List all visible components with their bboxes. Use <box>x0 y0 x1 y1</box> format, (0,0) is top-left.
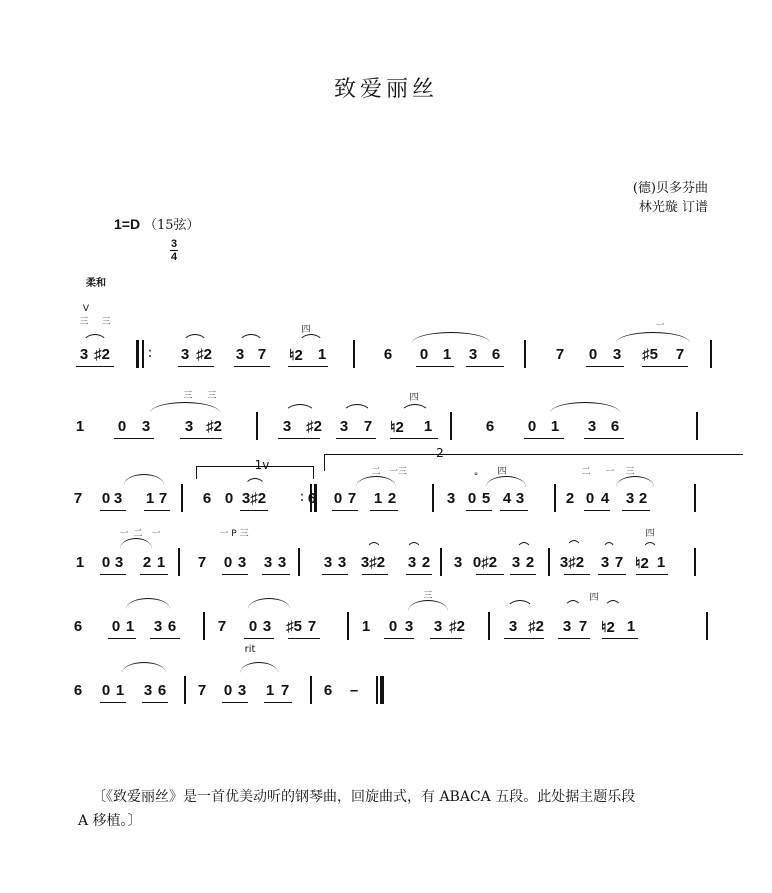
slur <box>126 598 170 609</box>
beam <box>322 574 348 575</box>
string-mark: 四 <box>589 593 599 603</box>
note: ♯5 <box>286 618 302 635</box>
note: 6 <box>610 418 620 435</box>
slur <box>564 600 582 611</box>
string-mark: 三 <box>79 317 89 327</box>
note: 7 <box>555 346 565 363</box>
ritardando-mark: rit <box>244 644 256 655</box>
repeat-dots: : <box>299 489 305 505</box>
note: 0 <box>101 554 111 571</box>
note: 7 <box>197 682 207 699</box>
note: 3 <box>143 682 153 699</box>
note: 0 <box>333 490 343 507</box>
slur <box>406 542 422 553</box>
string-mark: 四 <box>645 529 655 539</box>
beam <box>264 702 292 703</box>
volta-1-label: 1v <box>254 458 270 472</box>
slur <box>506 600 534 611</box>
barline <box>178 548 180 576</box>
note: 1 <box>423 418 433 435</box>
beam <box>416 366 454 367</box>
slur <box>122 662 166 673</box>
beam <box>430 638 462 639</box>
note: 3 <box>263 554 273 571</box>
note: 3 <box>180 346 190 363</box>
note: 0 <box>224 490 234 507</box>
beam <box>584 510 610 511</box>
note: 1 <box>115 682 125 699</box>
note: 6 <box>157 682 167 699</box>
volta-2-bracket <box>324 454 743 471</box>
time-signature-bottom: 4 <box>171 251 178 263</box>
beam <box>76 366 114 367</box>
barline <box>450 412 452 440</box>
time-signature <box>170 238 178 263</box>
beam <box>524 438 564 439</box>
beam <box>108 638 136 639</box>
note: 2 <box>565 490 575 507</box>
barline <box>347 612 349 640</box>
footnote-line-1: 〔《致爱丽丝》是一首优美动听的钢琴曲，回旋曲式，有 ABACA 五段。此处据主题乐段 <box>92 789 636 805</box>
key-label: 1=D <box>114 216 141 232</box>
note: 3 <box>433 618 443 635</box>
beam <box>240 510 268 511</box>
note: ♯2 <box>528 618 544 635</box>
string-mark: 三 <box>423 591 433 601</box>
beam <box>336 438 376 439</box>
string-mark: 一 <box>119 529 129 539</box>
slur <box>244 478 266 489</box>
beam <box>370 510 398 511</box>
note: 1 <box>442 346 452 363</box>
note: ♯5 <box>642 346 658 363</box>
volta-2-label: 2 <box>436 446 444 460</box>
barline <box>256 412 258 440</box>
slur <box>284 404 316 415</box>
note: 0♯2 <box>472 554 498 571</box>
beam <box>558 638 590 639</box>
note: 3 <box>277 554 287 571</box>
slur <box>342 404 372 415</box>
note: 3 <box>141 418 151 435</box>
string-mark: 四 <box>301 325 311 335</box>
slur <box>150 402 220 413</box>
barline <box>432 484 434 512</box>
note: 0 <box>117 418 127 435</box>
score-row-6 <box>70 644 720 712</box>
note: 0 <box>467 490 477 507</box>
note: 6 <box>73 682 83 699</box>
beam <box>244 638 274 639</box>
note: 3 <box>446 490 456 507</box>
beam <box>332 510 358 511</box>
beam <box>602 638 638 639</box>
note: ♯2 <box>449 618 465 635</box>
note: 1 <box>550 418 560 435</box>
note: 0 <box>101 490 111 507</box>
note: 1 <box>373 490 383 507</box>
note: 6 <box>383 346 393 363</box>
note: 5 <box>481 490 491 507</box>
note: 1 <box>626 618 636 635</box>
slur <box>240 662 278 673</box>
note: 7 <box>217 618 227 635</box>
note: 3 <box>113 490 123 507</box>
note: 0 <box>388 618 398 635</box>
note: 3 <box>114 554 124 571</box>
note: 7 <box>280 682 290 699</box>
score-row-3 <box>70 446 720 520</box>
note: 0 <box>248 618 258 635</box>
note: 6 <box>307 490 317 507</box>
beam <box>144 510 170 511</box>
note: 3 <box>515 490 525 507</box>
note: 6 <box>491 346 501 363</box>
note: 3 <box>237 554 247 571</box>
note: 2 <box>387 490 397 507</box>
note: 3 <box>339 418 349 435</box>
string-mark: 一 <box>605 467 615 477</box>
note: 3 <box>453 554 463 571</box>
note: 3 <box>184 418 194 435</box>
arranger-credit: 林光璇 订谱 <box>638 200 708 215</box>
beam <box>114 438 154 439</box>
note: 3♯2 <box>241 490 267 507</box>
note: 2 <box>525 554 535 571</box>
score-row-1 <box>70 304 720 376</box>
note: 1 <box>656 554 666 571</box>
note: 1 <box>361 618 371 635</box>
beam <box>278 438 320 439</box>
note: ♮2 <box>390 419 404 436</box>
barline <box>694 548 696 576</box>
barline <box>706 612 708 640</box>
note: 2 <box>421 554 431 571</box>
string-mark: 二 <box>371 467 381 477</box>
slur <box>604 600 622 611</box>
slur <box>486 476 526 487</box>
page-title: 致爱丽丝 <box>333 77 438 102</box>
repeat-barline <box>136 340 139 368</box>
score-row-2 <box>70 391 720 448</box>
note: ♮2 <box>601 619 615 636</box>
beam <box>406 574 432 575</box>
note: 0 <box>419 346 429 363</box>
note: 3 <box>323 554 333 571</box>
note: 1 <box>75 418 85 435</box>
note: 0 <box>111 618 121 635</box>
string-mark: 四 <box>409 393 419 403</box>
note: 3 <box>404 618 414 635</box>
slur <box>82 334 108 345</box>
note: 0 <box>585 490 595 507</box>
beam <box>466 366 504 367</box>
barline <box>298 548 300 576</box>
slur <box>356 476 396 487</box>
note: 3 <box>600 554 610 571</box>
note: 1 <box>125 618 135 635</box>
note: 7 <box>363 418 373 435</box>
key-signature <box>114 214 200 233</box>
barline <box>310 676 312 704</box>
barline <box>203 612 205 640</box>
slur <box>408 600 448 611</box>
note: 3 <box>587 418 597 435</box>
beam <box>222 574 248 575</box>
string-mark: 一 <box>655 321 665 331</box>
final-barline-thick <box>380 676 384 704</box>
beam <box>180 438 222 439</box>
note: ♯2 <box>196 346 212 363</box>
beam <box>234 366 270 367</box>
upbow-mark: V <box>82 304 90 314</box>
expression-mark: 柔和 <box>86 278 106 289</box>
slur <box>412 332 490 343</box>
beam <box>100 702 126 703</box>
score-row-5 <box>70 591 720 648</box>
note: 3♯2 <box>559 554 585 571</box>
beam <box>510 574 536 575</box>
note: 3♯2 <box>360 554 386 571</box>
barline <box>181 484 183 512</box>
string-mark: 三 <box>101 317 111 327</box>
note: ♯2 <box>94 346 110 363</box>
beam <box>476 574 504 575</box>
barline <box>548 548 550 576</box>
beam <box>564 574 590 575</box>
note: 6 <box>323 682 333 699</box>
string-mark: 三 <box>625 467 635 477</box>
note: 4 <box>502 490 512 507</box>
note: ♮2 <box>635 555 649 572</box>
beam <box>100 574 126 575</box>
note: 6 <box>485 418 495 435</box>
barline <box>694 484 696 512</box>
note: ♯2 <box>306 418 322 435</box>
time-signature-top: 3 <box>171 238 178 250</box>
beam <box>140 574 168 575</box>
note: 7 <box>675 346 685 363</box>
beam <box>466 510 492 511</box>
barline <box>184 676 186 704</box>
note: 3 <box>612 346 622 363</box>
note: 3 <box>337 554 347 571</box>
note: 3 <box>262 618 272 635</box>
barline <box>488 612 490 640</box>
note: 7 <box>197 554 207 571</box>
slur <box>566 540 582 551</box>
string-mark: 一 <box>151 529 161 539</box>
note: 3 <box>468 346 478 363</box>
string-count: （15弦） <box>143 218 200 233</box>
string-mark: 一 P 三 <box>219 529 249 539</box>
note: 3 <box>625 490 635 507</box>
beam <box>178 366 214 367</box>
slur <box>248 598 290 609</box>
note: 7 <box>307 618 317 635</box>
note: 6 <box>167 618 177 635</box>
beam <box>390 438 438 439</box>
note: 3 <box>562 618 572 635</box>
note: 1 <box>156 554 166 571</box>
slur <box>642 542 658 553</box>
string-mark: 三 <box>207 391 217 401</box>
beam <box>384 638 414 639</box>
slur <box>602 542 616 553</box>
beam <box>100 510 126 511</box>
note: 1 <box>317 346 327 363</box>
note: 0 <box>588 346 598 363</box>
slur <box>298 334 324 345</box>
string-mark: 二 <box>581 467 591 477</box>
beam <box>288 638 320 639</box>
note: 7 <box>614 554 624 571</box>
harmonic-mark: ° <box>473 472 479 482</box>
string-mark: 四 <box>497 467 507 477</box>
barline <box>696 412 698 440</box>
beam <box>504 638 544 639</box>
note: ♯2 <box>206 418 222 435</box>
note: ♮2 <box>289 347 303 364</box>
slur <box>120 538 152 549</box>
note: 3 <box>282 418 292 435</box>
note: 3 <box>508 618 518 635</box>
note: 6 <box>202 490 212 507</box>
note: 1 <box>75 554 85 571</box>
note: 3 <box>79 346 89 363</box>
note: – <box>349 682 359 699</box>
note: 7 <box>257 346 267 363</box>
note: 2 <box>142 554 152 571</box>
beam <box>622 510 650 511</box>
string-mark: 三 <box>183 391 193 401</box>
note: 3 <box>511 554 521 571</box>
barline <box>524 340 526 368</box>
string-mark: 二 <box>133 529 143 539</box>
slur <box>400 404 430 415</box>
slur <box>550 402 620 413</box>
slur <box>124 474 164 485</box>
string-mark: 一三 <box>388 467 408 477</box>
barline <box>353 340 355 368</box>
slur <box>516 542 532 553</box>
beam <box>262 574 290 575</box>
note: 3 <box>153 618 163 635</box>
note: 1 <box>145 490 155 507</box>
beam <box>142 702 168 703</box>
slur <box>616 476 654 487</box>
slur <box>238 334 264 345</box>
note: 7 <box>578 618 588 635</box>
beam <box>362 574 388 575</box>
score-row-4 <box>70 529 720 584</box>
note: 0 <box>527 418 537 435</box>
final-barline-thin <box>376 676 378 704</box>
beam <box>584 438 624 439</box>
barline <box>554 484 556 512</box>
beam <box>636 574 668 575</box>
beam <box>222 702 248 703</box>
note: 7 <box>158 490 168 507</box>
beam <box>642 366 688 367</box>
note: 6 <box>73 618 83 635</box>
barline <box>710 340 712 368</box>
note: 7 <box>347 490 357 507</box>
composer-credit: (德)贝多芬曲 <box>632 181 708 196</box>
beam <box>500 510 528 511</box>
note: 3 <box>237 682 247 699</box>
slur <box>366 542 382 553</box>
note: 0 <box>223 682 233 699</box>
note: 1 <box>265 682 275 699</box>
slur <box>182 334 208 345</box>
slur <box>616 332 690 343</box>
beam <box>598 574 626 575</box>
note: 4 <box>600 490 610 507</box>
barline <box>440 548 442 576</box>
note: 2 <box>638 490 648 507</box>
beam <box>288 366 328 367</box>
note: 0 <box>101 682 111 699</box>
barline <box>142 340 144 368</box>
repeat-dots: : <box>147 345 153 361</box>
footnote-line-2: A 移植。〕 <box>78 813 142 829</box>
beam <box>586 366 624 367</box>
note: 0 <box>223 554 233 571</box>
note: 7 <box>73 490 83 507</box>
beam <box>150 638 180 639</box>
note: 3 <box>407 554 417 571</box>
note: 3 <box>235 346 245 363</box>
